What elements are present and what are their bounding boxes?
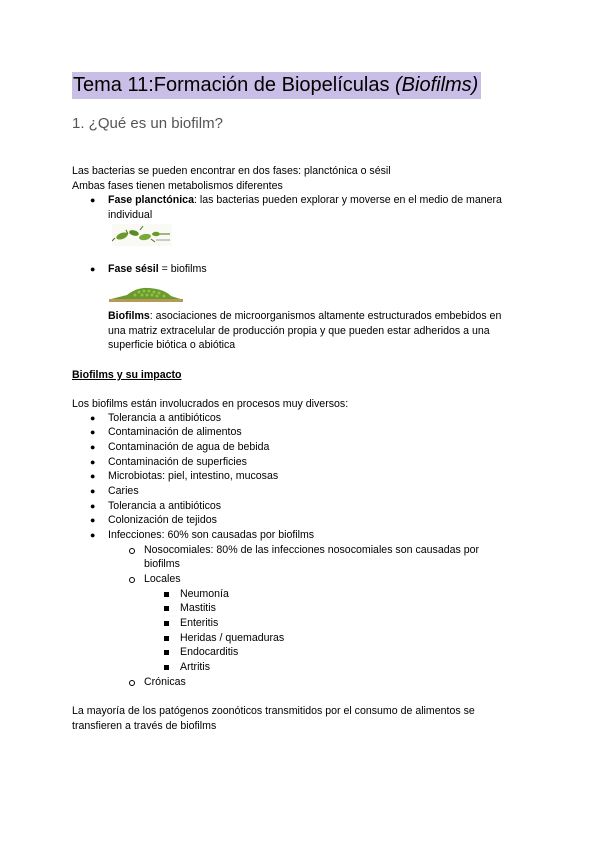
locales-label: Locales [144, 573, 181, 585]
list-item: Neumonía [180, 588, 229, 600]
intro-line-2: Ambas fases tienen metabolismos diferentes [72, 180, 283, 192]
bullet-icon: ● [90, 413, 96, 423]
section-heading: 1. ¿Qué es un biofilm? [72, 115, 223, 132]
list-item: Enteritis [180, 617, 219, 629]
biofilms-def-text: : asociaciones de microorganismos altamente estructurados embebidos en [149, 310, 502, 322]
bullet-icon: ● [90, 471, 96, 481]
square-bullet-icon [164, 592, 169, 597]
bullet-icon: ● [90, 486, 96, 496]
list-item: Tolerancia a antibióticos [108, 412, 222, 424]
biofilms-def-line-3: superficie biótica o abiótica [108, 339, 236, 351]
bullet-icon: ● [90, 427, 96, 437]
hollow-bullet-icon [129, 680, 135, 686]
page-title [72, 72, 481, 99]
bullet-icon: ● [90, 264, 96, 274]
hollow-bullet-icon [129, 577, 135, 583]
bullet-icon: ● [90, 457, 96, 467]
square-bullet-icon [164, 665, 169, 670]
sesil-line [108, 262, 207, 277]
bullet-icon: ● [90, 515, 96, 525]
biofilms-def-line-1 [108, 309, 501, 324]
list-item: Contaminación de alimentos [108, 426, 242, 438]
bullet-icon: ● [90, 442, 96, 452]
sesil-text: = biofilms [158, 263, 207, 275]
bullet-icon: ● [90, 195, 96, 205]
intro-line-1: Las bacterias se pueden encontrar en dos fases: planctónica o sésil [72, 165, 391, 177]
title-italic: (Biofilms) [395, 74, 479, 96]
list-item: Caries [108, 485, 139, 497]
closing-line-1: La mayoría de los patógenos zoonóticos transmitidos por el consumo de alimentos se [72, 705, 475, 717]
list-item: Endocarditis [180, 646, 239, 658]
closing-line-2: transfieren a través de biofilms [72, 720, 217, 732]
list-item: Contaminación de superficies [108, 456, 247, 468]
planctonica-text: : las bacterias pueden explorar y moverse en el medio de manera [193, 194, 502, 206]
list-item: Tolerancia a antibióticos [108, 500, 222, 512]
list-item: Contaminación de agua de bebida [108, 441, 270, 453]
nosocomiales-line-2: biofilms [144, 558, 180, 570]
list-item: Mastitis [180, 602, 216, 614]
cronicas-label: Crónicas [144, 676, 186, 688]
title-main: Tema 11:Formación de Biopelículas [73, 74, 396, 96]
planctonica-label: Fase planctónica [108, 194, 194, 206]
list-item: Heridas / quemaduras [180, 632, 285, 644]
list-item: Colonización de tejidos [108, 514, 217, 526]
impact-heading: Biofilms y su impacto [72, 369, 182, 381]
sesil-label: Fase sésil [108, 263, 159, 275]
square-bullet-icon [164, 621, 169, 626]
square-bullet-icon [164, 606, 169, 611]
biofilm-image [109, 284, 183, 302]
biofilms-label: Biofilms [108, 310, 150, 322]
impact-intro: Los biofilms están involucrados en procesos muy diversos: [72, 398, 349, 410]
hollow-bullet-icon [129, 548, 135, 554]
planctonica-line-1 [108, 193, 502, 208]
planctonica-line-2: individual [108, 209, 153, 221]
list-item: Microbiotas: piel, intestino, mucosas [108, 470, 279, 482]
bullet-icon: ● [90, 501, 96, 511]
list-item: Artritis [180, 661, 211, 673]
square-bullet-icon [164, 636, 169, 641]
biofilms-def-line-2: una matriz extracelular de producción propia y que pueden estar adheridos a una [108, 325, 490, 337]
bullet-icon: ● [90, 530, 96, 540]
planktonic-bacteria-image [112, 224, 172, 246]
square-bullet-icon [164, 650, 169, 655]
nosocomiales-line-1: Nosocomiales: 80% de las infecciones nosocomiales son causadas por [144, 544, 480, 556]
list-item: Infecciones: 60% son causadas por biofilms [108, 529, 315, 541]
